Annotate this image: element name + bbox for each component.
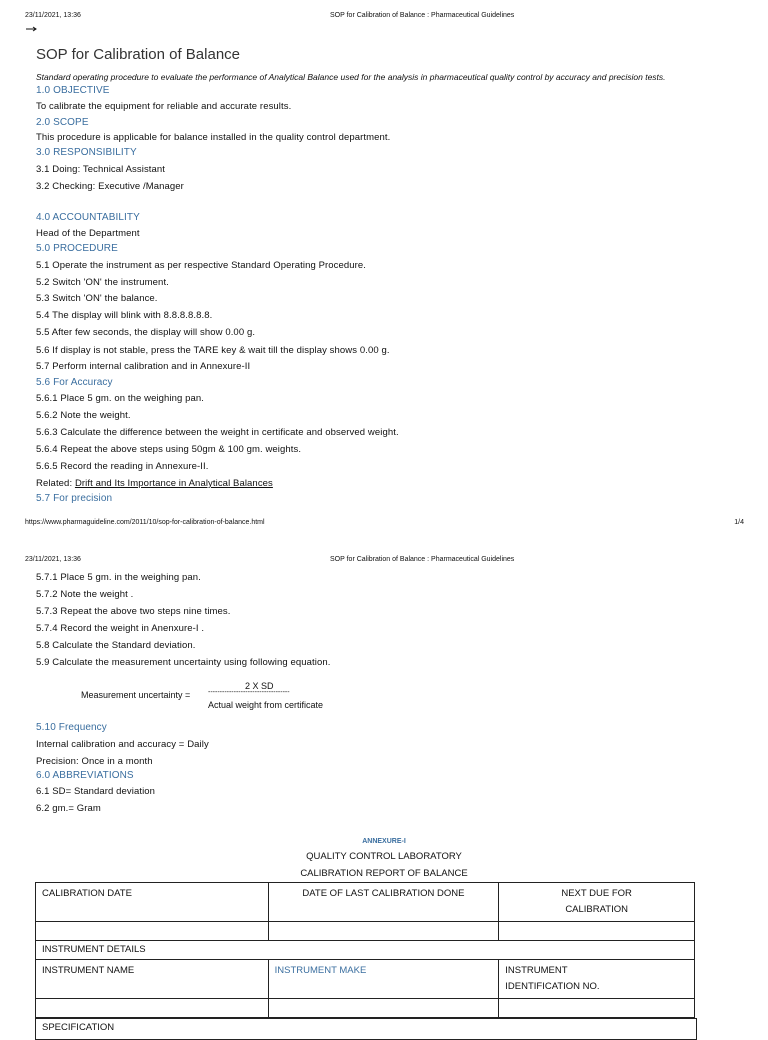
next-due-cell[interactable]: [499, 922, 695, 941]
next-due-line1: NEXT DUE FOR: [561, 888, 632, 899]
page-title: SOP for Calibration of Balance: [36, 46, 241, 63]
header-title: SOP for Calibration of Balance : Pharmaceutical Guidelines: [330, 12, 515, 19]
related-link[interactable]: Drift and Its Importance in Analytical Balances: [74, 478, 273, 489]
section-scope-heading: 2.0 SCOPE: [36, 117, 89, 128]
formula-label: Measurement uncertainty =: [81, 690, 191, 700]
print-header: [0, 556, 768, 568]
procedure-step: 5.4 The display will blink with 8.8.8.8.8.8.: [36, 310, 213, 321]
frequency-text: Precision: Once in a month: [36, 756, 153, 767]
instrument-details-header: INSTRUMENT DETAILS: [36, 941, 695, 960]
formula-denominator: Actual weight from certificate: [208, 700, 324, 710]
cal-date-header: CALIBRATION DATE: [36, 883, 269, 922]
precision-step: 5.7.1 Place 5 gm. in the weighing pan.: [36, 572, 201, 583]
last-cal-header: DATE OF LAST CALIBRATION DONE: [268, 883, 499, 922]
specification-row: [35, 1018, 697, 1040]
formula-fraction-bar: -----------------------------------: [208, 689, 290, 696]
instrument-id-line1: INSTRUMENT: [505, 965, 568, 976]
procedure-step: 5.1 Operate the instrument as per respective Standard Operating Procedure.: [36, 260, 367, 271]
cal-date-cell[interactable]: [36, 922, 269, 941]
specification-label: SPECIFICATION: [42, 1022, 115, 1033]
procedure-step: 5.2 Switch 'ON' the instrument.: [36, 277, 169, 288]
annexure-label: ANNEXURE-I: [362, 838, 406, 845]
accuracy-step: 5.6.4 Repeat the above steps using 50gm & 100 gm. weights.: [36, 444, 302, 455]
formula-numerator: 2 X SD: [245, 681, 274, 691]
print-header: [0, 12, 768, 24]
section-responsibility-heading: 3.0 RESPONSIBILITY: [36, 147, 137, 158]
footer-url: https://www.pharmaguideline.com/2011/10/sop-for-calibration-of-balance.html: [25, 519, 265, 526]
subsection-frequency-heading: 5.10 Frequency: [36, 722, 107, 733]
section-abbreviations-heading: 6.0 ABBREVIATIONS: [36, 770, 134, 781]
precision-step: 5.7.4 Record the weight in Anenxure-I .: [36, 623, 205, 634]
related-line: [36, 478, 273, 490]
accuracy-step: 5.6.1 Place 5 gm. on the weighing pan.: [36, 393, 205, 404]
precision-step: 5.7.2 Note the weight .: [36, 589, 134, 600]
instrument-name-header: INSTRUMENT NAME: [36, 960, 269, 999]
subsection-precision-heading: 5.7 For precision: [36, 493, 113, 504]
responsibility-checking: 3.2 Checking: Executive /Manager: [36, 181, 184, 192]
procedure-step: 5.8 Calculate the Standard deviation.: [36, 640, 196, 651]
instrument-details-table: [35, 940, 695, 1018]
intro-text: Standard operating procedure to evaluate the performance of Analytical Balance used for the analysis in pharmaceutical quality control by accuracy and precision tests.: [36, 72, 666, 82]
procedure-step: 5.7 Perform internal calibration and in Annexure-II: [36, 361, 251, 372]
procedure-step: 5.6 If display is not stable, press the TARE key & wait till the display shows 0.00 g.: [36, 345, 390, 356]
arrow-right-icon: [26, 26, 38, 32]
subsection-accuracy-heading: 5.6 For Accuracy: [36, 377, 113, 388]
next-due-header: [499, 883, 695, 922]
instrument-id-line2: IDENTIFICATION NO.: [505, 981, 600, 992]
section-accountability-heading: 4.0 ACCOUNTABILITY: [36, 212, 140, 223]
instrument-make-header: INSTRUMENT MAKE: [268, 960, 499, 999]
calibration-date-table: [35, 882, 695, 941]
header-datetime: 23/11/2021, 13:36: [25, 556, 81, 563]
responsibility-doing: 3.1 Doing: Technical Assistant: [36, 164, 166, 175]
instrument-make-cell[interactable]: [268, 999, 499, 1018]
accountability-text: Head of the Department: [36, 228, 140, 239]
scope-text: This procedure is applicable for balance installed in the quality control department.: [36, 132, 391, 143]
lab-title: QUALITY CONTROL LABORATORY: [306, 851, 462, 862]
print-footer: [0, 519, 768, 531]
accuracy-step: 5.6.2 Note the weight.: [36, 410, 131, 421]
last-cal-cell[interactable]: [268, 922, 499, 941]
precision-step: 5.7.3 Repeat the above two steps nine times.: [36, 606, 231, 617]
section-objective-heading: 1.0 OBJECTIVE: [36, 85, 110, 96]
report-title: CALIBRATION REPORT OF BALANCE: [300, 868, 468, 879]
instrument-id-header: [499, 960, 695, 999]
procedure-step: 5.5 After few seconds, the display will show 0.00 g.: [36, 327, 256, 338]
abbreviation-item: 6.1 SD= Standard deviation: [36, 786, 156, 797]
accuracy-step: 5.6.3 Calculate the difference between the weight in certificate and observed weight.: [36, 427, 399, 438]
next-due-line2: CALIBRATION: [565, 904, 628, 915]
instrument-name-cell[interactable]: [36, 999, 269, 1018]
abbreviation-item: 6.2 gm.= Gram: [36, 803, 101, 814]
header-title: SOP for Calibration of Balance : Pharmaceutical Guidelines: [330, 556, 515, 563]
footer-page-number: 1/4: [734, 519, 744, 526]
related-label: Related:: [36, 478, 75, 489]
accuracy-step: 5.6.5 Record the reading in Annexure-II.: [36, 461, 209, 472]
instrument-id-cell[interactable]: [499, 999, 695, 1018]
procedure-step: 5.3 Switch 'ON' the balance.: [36, 293, 158, 304]
header-datetime: 23/11/2021, 13:36: [25, 12, 81, 19]
objective-text: To calibrate the equipment for reliable and accurate results.: [36, 101, 292, 112]
frequency-text: Internal calibration and accuracy = Daily: [36, 739, 209, 750]
procedure-step: 5.9 Calculate the measurement uncertainty using following equation.: [36, 657, 331, 668]
section-procedure-heading: 5.0 PROCEDURE: [36, 243, 118, 254]
